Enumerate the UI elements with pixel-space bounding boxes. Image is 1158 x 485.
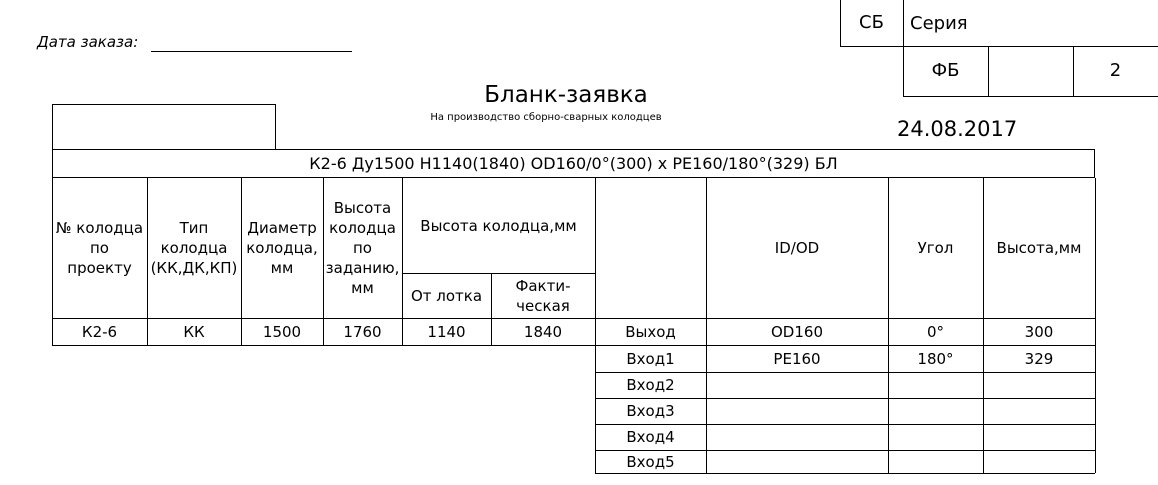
page-subtitle: На производство сборно-сварных колодцев <box>430 112 662 123</box>
order-date-value: 24.08.2017 <box>897 117 1018 141</box>
pipe-name: Вход3 <box>626 402 675 420</box>
header-height-task: Высота колодца по заданию, мм <box>325 199 400 297</box>
pipe-height: 329 <box>1024 349 1054 368</box>
cell-diameter: 1500 <box>262 322 302 341</box>
pipe-idod[interactable] <box>706 398 888 424</box>
pipe-idod: OD160 <box>771 322 823 341</box>
pipe-name: Вход1 <box>626 349 675 368</box>
pipe-angle[interactable] <box>888 398 983 424</box>
cell-from-tray: 1140 <box>427 322 466 341</box>
stamp-sb: СБ <box>859 12 884 33</box>
page-title: Бланк-заявка <box>484 82 648 108</box>
pipe-angle: 0° <box>926 322 945 341</box>
cell-well-type: КК <box>183 322 205 341</box>
pipe-idod: PE160 <box>773 349 821 368</box>
pipe-height: 300 <box>1024 322 1054 341</box>
pipe-name: Вход2 <box>626 376 675 394</box>
stamp-series-label: Серия <box>910 13 968 34</box>
cell-well-no: К2-6 <box>81 322 118 341</box>
cell-height-task: 1760 <box>343 322 382 341</box>
pipe-name: Вход5 <box>626 452 675 471</box>
stamp-sheet-number: 2 <box>1109 60 1122 81</box>
header-actual: Факти- ческая <box>515 276 571 315</box>
order-date-field[interactable] <box>151 51 352 52</box>
pipe-height[interactable] <box>983 424 1095 450</box>
pipe-height[interactable] <box>983 450 1095 473</box>
pipe-idod[interactable] <box>706 450 888 473</box>
stamp-fb: ФБ <box>931 60 960 81</box>
pipe-name: Выход <box>625 322 676 341</box>
pipe-angle[interactable] <box>888 372 983 398</box>
header-diameter: Диаметр колодца, мм <box>246 219 318 277</box>
order-date-label: Дата заказа: <box>37 33 139 51</box>
pipe-height[interactable] <box>983 398 1095 424</box>
stamp-empty-cell[interactable] <box>988 46 1073 96</box>
pipe-name: Вход4 <box>626 428 675 446</box>
pipe-angle[interactable] <box>888 424 983 450</box>
pipe-idod[interactable] <box>706 424 888 450</box>
pipe-angle[interactable] <box>888 450 983 473</box>
cell-actual: 1840 <box>523 322 563 341</box>
blank-box[interactable] <box>52 104 276 150</box>
header-well-type: Тип колодца (КК,ДК,КП) <box>150 219 238 277</box>
pipe-height[interactable] <box>983 372 1095 398</box>
header-from-tray: От лотка <box>410 286 483 305</box>
header-height-group: Высота колодца,мм <box>420 216 577 235</box>
header-idod: ID/OD <box>774 239 820 257</box>
pipe-idod[interactable] <box>706 372 888 398</box>
header-height-mm: Высота,мм <box>996 239 1082 257</box>
pipe-angle: 180° <box>917 349 954 368</box>
header-angle: Угол <box>917 239 954 257</box>
product-code: К2-6 Ду1500 Н1140(1840) OD160/0°(300) x PE160/180°(329) БЛ <box>309 153 838 173</box>
header-well-no: № колодца по проекту <box>55 219 144 277</box>
